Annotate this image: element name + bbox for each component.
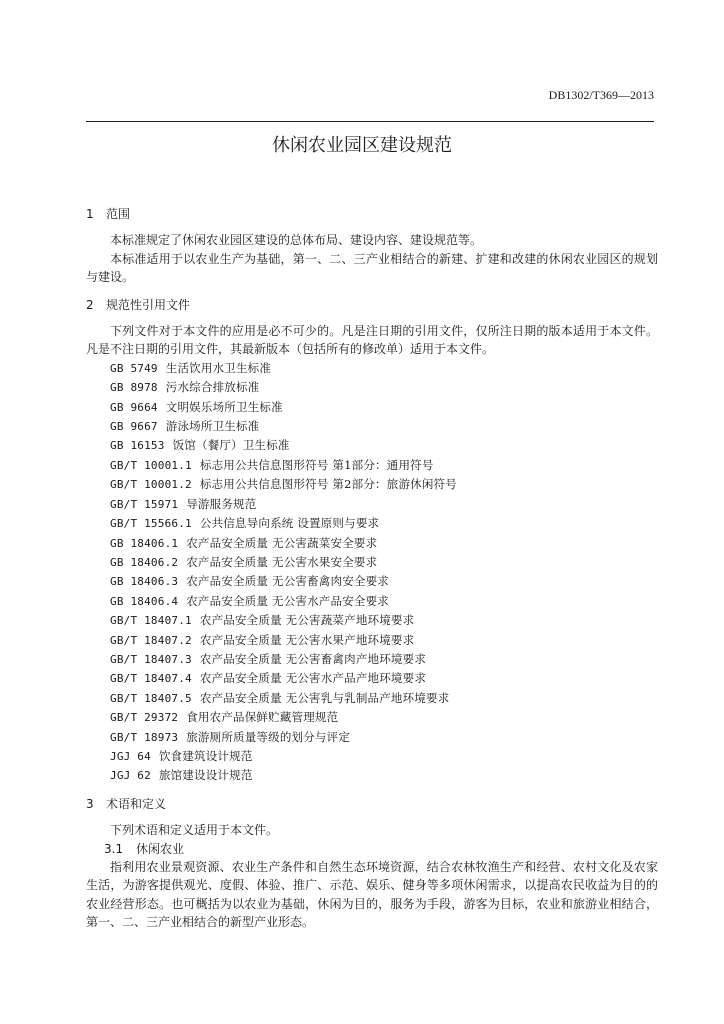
reference-name: 文明娱乐场所卫生标准 <box>165 399 283 414</box>
document-body <box>86 205 658 932</box>
section-title: 范围 <box>106 207 131 221</box>
reference-code: GB 9664 <box>110 400 158 414</box>
reference-item <box>86 359 658 378</box>
reference-name: 标志用公共信息图形符号 第2部分：旅游休闲符号 <box>199 477 457 492</box>
reference-item <box>86 650 658 669</box>
reference-code: GB 5749 <box>110 361 158 375</box>
subsection-heading <box>86 840 658 858</box>
section-heading-normative-references <box>86 296 658 314</box>
reference-name: 旅游厕所质量等级的划分与评定 <box>186 729 351 744</box>
reference-name: 食用农产品保鲜贮藏管理规范 <box>186 710 339 725</box>
reference-item <box>86 766 658 785</box>
reference-item <box>86 514 658 533</box>
reference-code: GB/T 15566.1 <box>110 517 192 531</box>
reference-item <box>86 611 658 630</box>
document-title: 休闲农业园区建设规范 <box>272 135 452 156</box>
reference-item <box>86 747 658 766</box>
reference-item <box>86 398 658 417</box>
reference-code: JGJ 64 <box>110 749 151 763</box>
reference-code: GB/T 10001.2 <box>110 478 192 492</box>
section-title: 术语和定义 <box>106 796 167 811</box>
section-heading-scope <box>86 205 658 223</box>
section-number: 2 <box>86 297 94 312</box>
paragraph: 下列术语和定义适用于本文件。 <box>110 823 279 838</box>
reference-name: 饮食建筑设计规范 <box>158 748 253 763</box>
reference-code: GB 16153 <box>110 439 165 453</box>
reference-name: 农产品安全质量 无公害水产品产地环境要求 <box>199 671 427 686</box>
section-number: 3 <box>86 796 94 811</box>
reference-name: 游泳场所卫生标准 <box>165 419 260 434</box>
reference-name: 农产品安全质量 无公害水果安全要求 <box>186 554 378 569</box>
reference-name: 旅馆建设设计规范 <box>158 768 253 783</box>
reference-name: 农产品安全质量 无公害畜禽肉产地环境要求 <box>199 651 427 666</box>
reference-code: GB/T 18407.5 <box>110 691 192 705</box>
reference-item <box>86 708 658 727</box>
reference-code: GB/T 18973 <box>110 730 179 744</box>
reference-name: 农产品安全质量 无公害蔬菜安全要求 <box>186 535 378 550</box>
reference-item <box>86 378 658 397</box>
reference-item <box>86 534 658 553</box>
reference-name: 标志用公共信息图形符号 第1部分：通用符号 <box>199 457 434 472</box>
subsection-title: 休闲农业 <box>136 841 185 856</box>
reference-name: 农产品安全质量 无公害畜禽肉安全要求 <box>186 574 389 589</box>
reference-code: JGJ 62 <box>110 769 151 783</box>
reference-name: 公共信息导向系统 设置原则与要求 <box>199 516 380 531</box>
subsection-number: 3.1 <box>104 841 124 856</box>
reference-item <box>86 669 658 688</box>
paragraph: 下列文件对于本文件的应用是必不可少的。凡是注日期的引用文件，仅所注日期的版本适用于本文件。凡是不注日期的引用文件，其最新版本（包括所有的修改单）适用于本文件。 <box>86 324 658 357</box>
reference-item <box>86 495 658 514</box>
reference-item <box>86 475 658 494</box>
reference-name: 农产品安全质量 无公害蔬菜产地环境要求 <box>199 613 415 628</box>
reference-item <box>86 417 658 436</box>
header-rule <box>86 121 654 122</box>
reference-code: GB/T 29372 <box>110 711 179 725</box>
reference-code: GB 18406.2 <box>110 555 179 569</box>
reference-item <box>86 631 658 650</box>
paragraph: 指利用农业景观资源、农业生产条件和自然生态环境资源，结合农林牧渔生产和经营、农村文化及农家生活，为游客提供观光、度假、体验、推广、示范、娱乐、健身等多项休闲需求，以提高农民收益为目的的农业经营形态。也可概括为以农业为基础，休闲为目的，服务为手段，游客为目标，农业和旅游业相结合，第一、二、三产业相结合的新型产业形态。 <box>86 860 658 930</box>
reference-list <box>86 359 658 786</box>
reference-item <box>86 689 658 708</box>
reference-code: GB 18406.4 <box>110 594 179 608</box>
reference-name: 农产品安全质量 无公害水果产地环境要求 <box>199 632 415 647</box>
reference-code: GB/T 18407.3 <box>110 652 192 666</box>
reference-item <box>86 456 658 475</box>
reference-name: 农产品安全质量 无公害乳与乳制品产地环境要求 <box>199 690 450 705</box>
reference-name: 污水综合排放标准 <box>165 380 260 395</box>
reference-item <box>86 436 658 455</box>
reference-item <box>86 728 658 747</box>
section-title: 规范性引用文件 <box>106 297 191 312</box>
reference-item <box>86 553 658 572</box>
reference-code: GB/T 18407.1 <box>110 614 192 628</box>
reference-name: 饭馆（餐厅）卫生标准 <box>172 438 290 453</box>
reference-code: GB/T 15971 <box>110 497 179 511</box>
reference-item <box>86 572 658 591</box>
reference-code: GB 8978 <box>110 381 158 395</box>
document-code: DB1302/T369—2013 <box>548 88 654 102</box>
reference-code: GB/T 18407.4 <box>110 672 192 686</box>
reference-name: 农产品安全质量 无公害水产品安全要求 <box>186 593 389 608</box>
reference-code: GB 9667 <box>110 420 158 434</box>
reference-name: 导游服务规范 <box>186 496 257 511</box>
reference-code: GB 18406.3 <box>110 575 179 589</box>
paragraph: 本标准规定了休闲农业园区建设的总体布局、建设内容、建设规范等。 <box>110 233 483 248</box>
reference-name: 生活饮用水卫生标准 <box>165 360 272 375</box>
reference-item <box>86 592 658 611</box>
reference-code: GB/T 18407.2 <box>110 633 192 647</box>
reference-code: GB 18406.1 <box>110 536 179 550</box>
paragraph: 本标准适用于以农业生产为基础，第一、二、三产业相结合的新建、扩建和改建的休闲农业园区的规划与建设。 <box>86 251 658 285</box>
section-number: 1 <box>86 207 94 221</box>
section-heading-terms <box>86 795 658 813</box>
reference-code: GB/T 10001.1 <box>110 458 192 472</box>
